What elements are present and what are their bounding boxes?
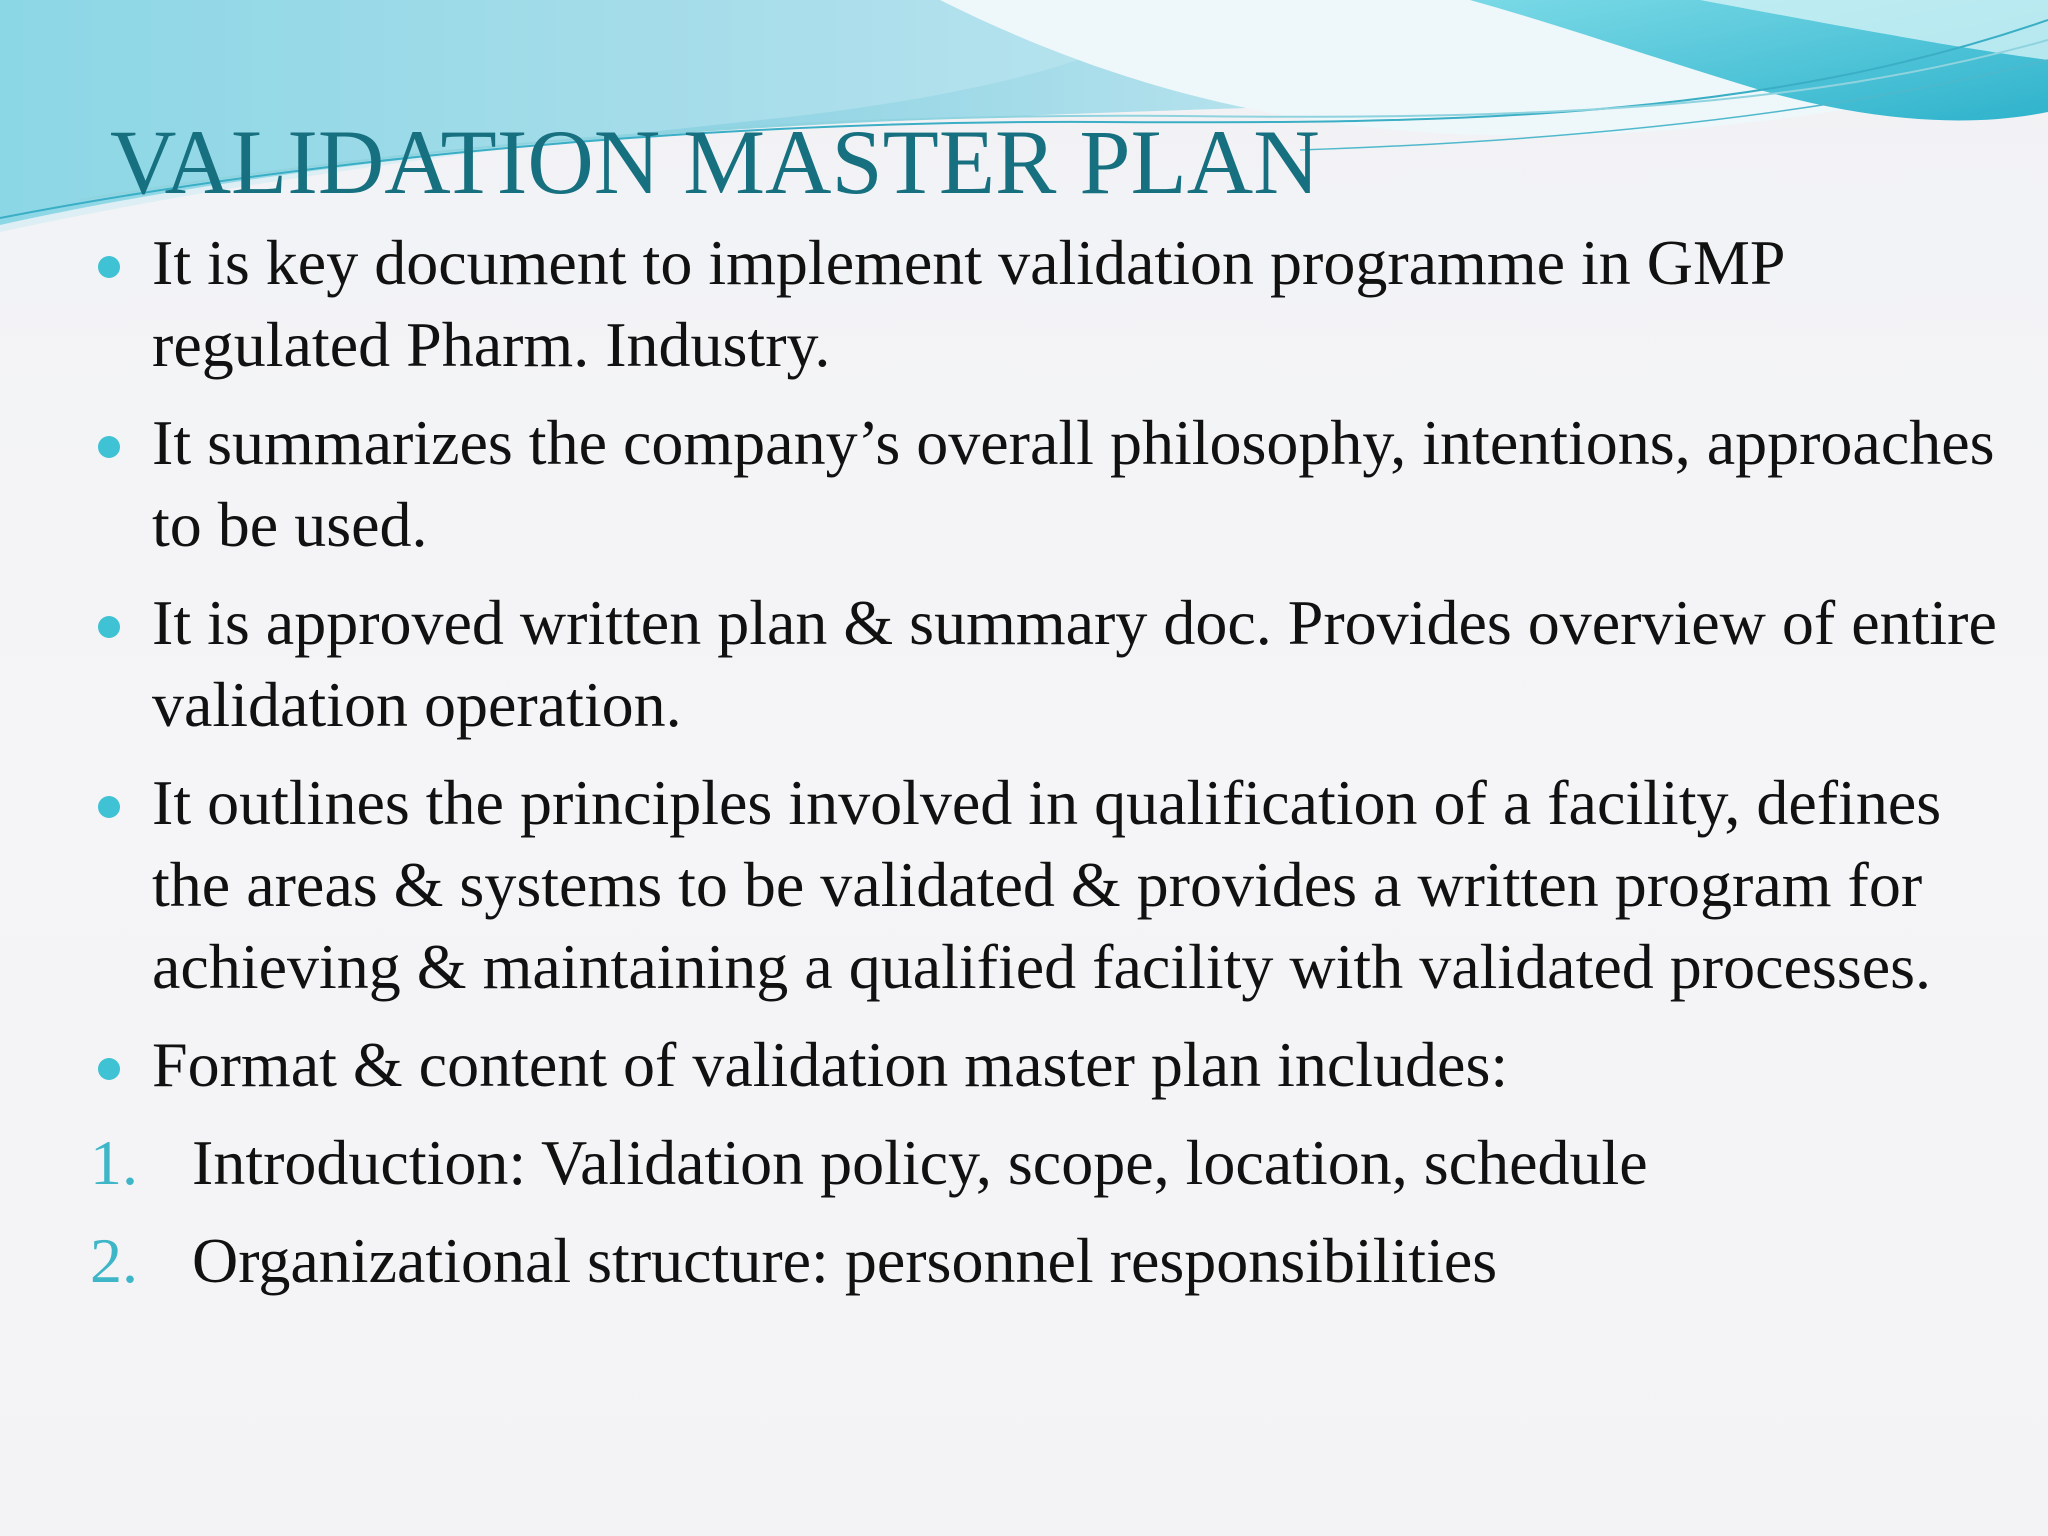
numbered-item (88, 1220, 1998, 1302)
bullet-item (88, 1024, 1998, 1106)
slide-content (88, 222, 1998, 1318)
bullet-dot-icon (98, 1058, 120, 1080)
bullet-item (88, 222, 1998, 386)
bullet-text: It outlines the principles involved in qualification of a facility, defines the areas & systems to be validated & provides a written program for achieving & maintaining a qualified facility with validated processes. (152, 767, 1942, 1002)
bullet-item (88, 582, 1998, 746)
bullet-text: It summarizes the company’s overall philosophy, intentions, approaches to be used. (152, 407, 1995, 560)
bullet-text: Format & content of validation master plan includes: (152, 1029, 1509, 1100)
bullet-dot-icon (98, 796, 120, 818)
bullet-dot-icon (98, 616, 120, 638)
numbered-text: Organizational structure: personnel responsibilities (192, 1225, 1498, 1296)
list-number: 2. (90, 1225, 138, 1296)
list-number: 1. (90, 1127, 138, 1198)
bullet-dot-icon (98, 436, 120, 458)
numbered-item (88, 1122, 1998, 1204)
bullet-text: It is key document to implement validation programme in GMP regulated Pharm. Industry. (152, 227, 1784, 380)
bullet-text: It is approved written plan & summary doc. Provides overview of entire validation operation. (152, 587, 1997, 740)
bullet-item (88, 762, 1998, 1008)
bullet-item (88, 402, 1998, 566)
bullet-dot-icon (98, 256, 120, 278)
numbered-text: Introduction: Validation policy, scope, location, schedule (192, 1127, 1648, 1198)
slide-title: VALIDATION MASTER PLAN (110, 111, 1320, 213)
